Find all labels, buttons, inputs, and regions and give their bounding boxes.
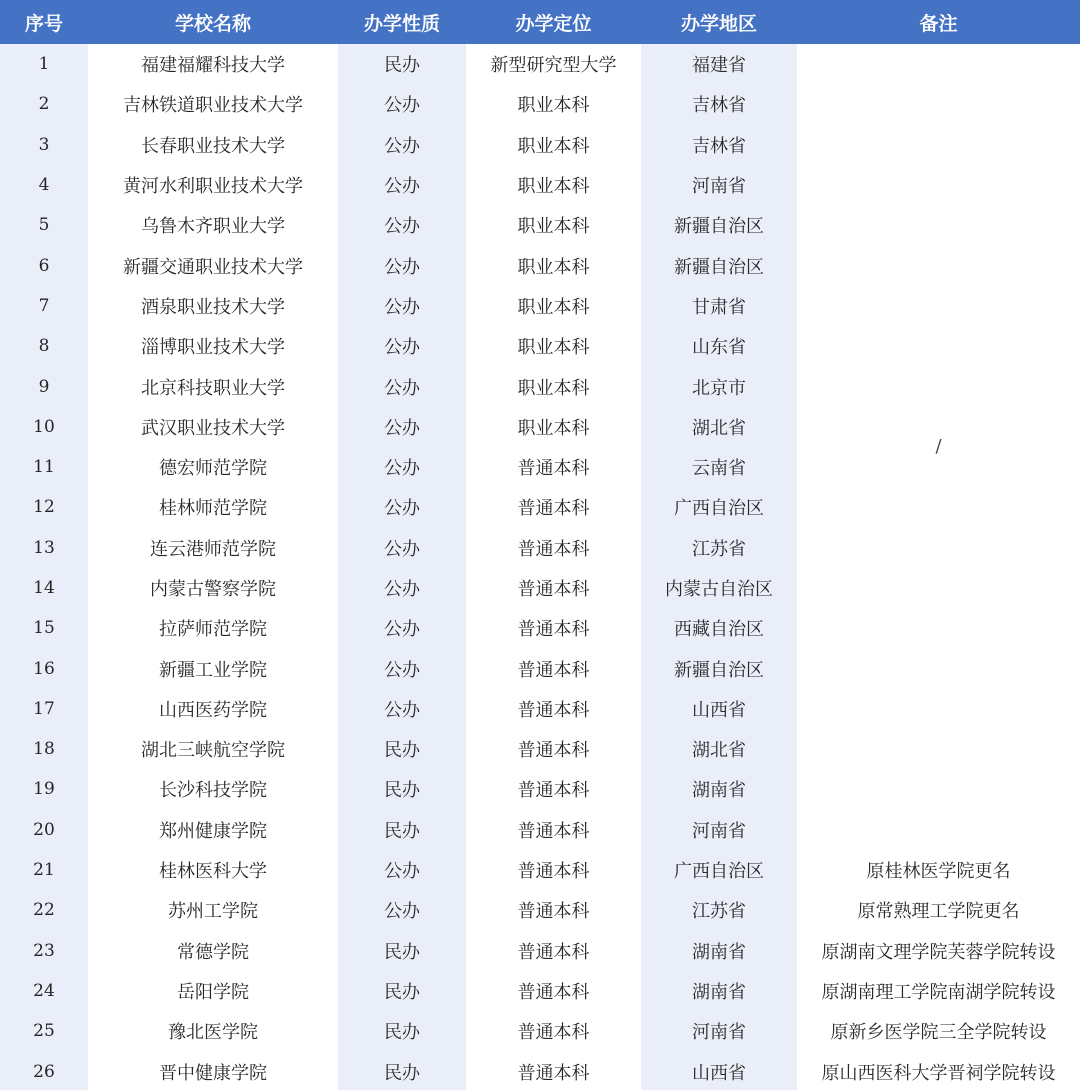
school-region: 广西自治区 bbox=[674, 861, 764, 883]
school-name: 岳阳学院 bbox=[177, 981, 249, 1003]
school-positioning: 普通本科 bbox=[517, 619, 590, 641]
school-remark: 原桂林医学院更名 bbox=[866, 861, 1011, 883]
school-remark: 原新乡医学院三全学院转设 bbox=[830, 1022, 1047, 1044]
school-type: 公办 bbox=[384, 619, 420, 641]
school-name: 武汉职业技术大学 bbox=[141, 417, 285, 439]
school-name: 长春职业技术大学 bbox=[141, 135, 285, 157]
row-index: 3 bbox=[38, 134, 50, 155]
row-index: 6 bbox=[38, 255, 50, 276]
row-index: 10 bbox=[33, 416, 55, 437]
row-index: 5 bbox=[38, 215, 50, 236]
table-row bbox=[0, 44, 1080, 84]
school-type: 公办 bbox=[384, 458, 420, 480]
school-name: 福建福耀科技大学 bbox=[141, 55, 285, 77]
school-name: 德宏师范学院 bbox=[159, 458, 267, 480]
header-index: 序号 bbox=[0, 0, 88, 44]
row-index: 19 bbox=[33, 779, 55, 800]
school-region: 吉林省 bbox=[692, 135, 746, 157]
school-positioning: 普通本科 bbox=[517, 740, 590, 762]
school-name: 拉萨师范学院 bbox=[159, 619, 267, 641]
school-type: 公办 bbox=[384, 861, 420, 883]
school-type: 公办 bbox=[384, 538, 420, 560]
header-remark: 备注 bbox=[797, 0, 1080, 44]
school-region: 甘肃省 bbox=[692, 296, 746, 318]
school-type: 公办 bbox=[384, 337, 420, 359]
school-type: 民办 bbox=[384, 55, 420, 77]
row-index: 17 bbox=[33, 698, 55, 719]
header-region: 办学地区 bbox=[641, 0, 797, 44]
school-name: 吉林铁道职业技术大学 bbox=[123, 95, 303, 117]
school-region: 云南省 bbox=[692, 458, 746, 480]
school-name: 酒泉职业技术大学 bbox=[141, 296, 285, 318]
header-type: 办学性质 bbox=[338, 0, 466, 44]
school-positioning: 职业本科 bbox=[517, 256, 590, 278]
school-type: 民办 bbox=[384, 1022, 420, 1044]
school-positioning: 普通本科 bbox=[517, 458, 590, 480]
school-region: 福建省 bbox=[692, 55, 746, 77]
school-region: 新疆自治区 bbox=[674, 256, 764, 278]
school-region: 吉林省 bbox=[692, 95, 746, 117]
school-remark: 原山西医科大学晋祠学院转设 bbox=[821, 1062, 1056, 1084]
table-row bbox=[0, 931, 1080, 971]
school-positioning: 普通本科 bbox=[517, 699, 590, 721]
school-positioning: 普通本科 bbox=[517, 1022, 590, 1044]
school-name: 北京科技职业大学 bbox=[141, 377, 285, 399]
school-region: 新疆自治区 bbox=[674, 216, 764, 238]
school-name: 乌鲁木齐职业大学 bbox=[141, 216, 285, 238]
row-index: 12 bbox=[33, 497, 55, 518]
school-region: 江苏省 bbox=[692, 538, 746, 560]
table-row bbox=[0, 890, 1080, 930]
school-type: 民办 bbox=[384, 740, 420, 762]
school-type: 民办 bbox=[384, 820, 420, 842]
school-name: 内蒙古警察学院 bbox=[150, 579, 276, 600]
school-region: 河南省 bbox=[692, 1022, 746, 1044]
school-type: 公办 bbox=[384, 296, 420, 318]
row-index: 15 bbox=[33, 618, 55, 639]
school-positioning: 职业本科 bbox=[517, 135, 590, 157]
school-region: 湖南省 bbox=[692, 780, 746, 802]
row-index: 22 bbox=[33, 900, 55, 921]
school-positioning: 普通本科 bbox=[517, 579, 590, 600]
school-positioning: 职业本科 bbox=[517, 377, 590, 399]
school-region: 河南省 bbox=[692, 820, 746, 842]
table-row bbox=[0, 850, 1080, 890]
school-name: 郑州健康学院 bbox=[159, 820, 267, 842]
school-region: 湖北省 bbox=[692, 417, 746, 439]
school-type: 公办 bbox=[384, 901, 420, 923]
school-positioning: 普通本科 bbox=[517, 820, 590, 842]
school-type: 民办 bbox=[384, 1062, 420, 1084]
school-region: 湖北省 bbox=[692, 740, 746, 762]
school-type: 公办 bbox=[384, 498, 420, 520]
school-positioning: 普通本科 bbox=[517, 901, 590, 923]
school-name: 苏州工学院 bbox=[168, 901, 258, 923]
row-index: 18 bbox=[33, 739, 55, 760]
row-index: 21 bbox=[33, 860, 55, 881]
school-positioning: 普通本科 bbox=[517, 941, 590, 963]
school-name: 桂林医科大学 bbox=[159, 861, 267, 883]
header-positioning: 办学定位 bbox=[466, 0, 641, 44]
row-index: 9 bbox=[38, 376, 50, 397]
table-row bbox=[0, 1011, 1080, 1051]
school-type: 民办 bbox=[384, 941, 420, 963]
school-type: 公办 bbox=[384, 176, 420, 198]
school-region: 山西省 bbox=[692, 1062, 746, 1084]
school-type: 公办 bbox=[384, 216, 420, 238]
school-remark: 原湖南文理学院芙蓉学院转设 bbox=[821, 941, 1056, 963]
school-name: 桂林师范学院 bbox=[159, 498, 267, 520]
school-positioning: 职业本科 bbox=[517, 176, 590, 198]
school-positioning: 普通本科 bbox=[517, 498, 590, 520]
row-index: 14 bbox=[33, 578, 55, 598]
school-name: 常德学院 bbox=[177, 941, 249, 963]
school-region: 湖南省 bbox=[692, 941, 746, 963]
table-row bbox=[0, 1051, 1080, 1091]
school-name: 晋中健康学院 bbox=[159, 1062, 267, 1084]
school-name: 连云港师范学院 bbox=[150, 538, 276, 560]
school-positioning: 职业本科 bbox=[517, 337, 590, 359]
school-positioning: 普通本科 bbox=[517, 861, 590, 883]
school-positioning: 普通本科 bbox=[517, 1062, 590, 1084]
school-name: 新疆交通职业技术大学 bbox=[123, 256, 303, 278]
school-type: 公办 bbox=[384, 377, 420, 399]
school-region: 河南省 bbox=[692, 176, 746, 198]
school-name: 淄博职业技术大学 bbox=[141, 337, 285, 359]
remark-merged-cell bbox=[797, 44, 1080, 850]
school-region: 西藏自治区 bbox=[674, 619, 764, 641]
school-type: 公办 bbox=[384, 135, 420, 157]
school-type: 民办 bbox=[384, 981, 420, 1003]
row-index: 16 bbox=[33, 658, 55, 679]
school-type: 公办 bbox=[384, 659, 420, 681]
school-name: 山西医药学院 bbox=[159, 699, 267, 721]
school-region: 广西自治区 bbox=[674, 498, 764, 520]
header-school-name: 学校名称 bbox=[88, 0, 338, 44]
row-index: 25 bbox=[33, 1021, 55, 1042]
school-region: 湖南省 bbox=[692, 981, 746, 1003]
school-region: 山东省 bbox=[692, 337, 746, 359]
school-positioning: 普通本科 bbox=[517, 538, 590, 560]
school-region: 新疆自治区 bbox=[674, 659, 764, 681]
school-positioning: 职业本科 bbox=[517, 296, 590, 318]
school-type: 公办 bbox=[384, 256, 420, 278]
school-type: 公办 bbox=[384, 699, 420, 721]
school-name: 长沙科技学院 bbox=[159, 780, 267, 802]
school-positioning: 职业本科 bbox=[517, 95, 590, 117]
header-row bbox=[0, 0, 1080, 44]
school-positioning: 普通本科 bbox=[517, 780, 590, 802]
row-index: 23 bbox=[33, 940, 55, 961]
school-region: 山西省 bbox=[692, 699, 746, 721]
row-index: 8 bbox=[38, 336, 50, 357]
table-row bbox=[0, 971, 1080, 1011]
row-index: 13 bbox=[33, 537, 55, 558]
school-type: 民办 bbox=[384, 780, 420, 802]
school-name: 新疆工业学院 bbox=[159, 659, 267, 681]
row-index: 2 bbox=[38, 94, 50, 115]
row-index: 24 bbox=[33, 980, 55, 1001]
school-region: 内蒙古自治区 bbox=[665, 579, 773, 600]
school-type: 公办 bbox=[384, 417, 420, 439]
school-name: 豫北医学院 bbox=[168, 1022, 258, 1044]
school-type: 公办 bbox=[384, 95, 420, 117]
school-positioning: 普通本科 bbox=[517, 981, 590, 1003]
school-positioning: 普通本科 bbox=[517, 659, 590, 681]
school-remark: 原常熟理工学院更名 bbox=[857, 901, 1020, 923]
school-positioning: 职业本科 bbox=[517, 417, 590, 439]
row-index: 1 bbox=[38, 54, 50, 75]
school-region: 北京市 bbox=[692, 377, 746, 399]
school-name: 湖北三峡航空学院 bbox=[141, 740, 285, 762]
row-index: 4 bbox=[38, 175, 50, 196]
table-body bbox=[0, 44, 1080, 1092]
school-name: 黄河水利职业技术大学 bbox=[123, 176, 303, 198]
school-positioning: 职业本科 bbox=[517, 216, 590, 238]
row-index: 11 bbox=[33, 457, 55, 478]
row-index: 26 bbox=[33, 1061, 55, 1082]
row-index: 20 bbox=[33, 819, 55, 840]
row-index: 7 bbox=[38, 295, 50, 316]
remark-merged-text: / bbox=[935, 436, 942, 458]
school-positioning: 新型研究型大学 bbox=[490, 55, 617, 77]
school-type: 公办 bbox=[384, 579, 420, 600]
school-region: 江苏省 bbox=[692, 901, 746, 923]
school-remark: 原湖南理工学院南湖学院转设 bbox=[821, 981, 1056, 1003]
